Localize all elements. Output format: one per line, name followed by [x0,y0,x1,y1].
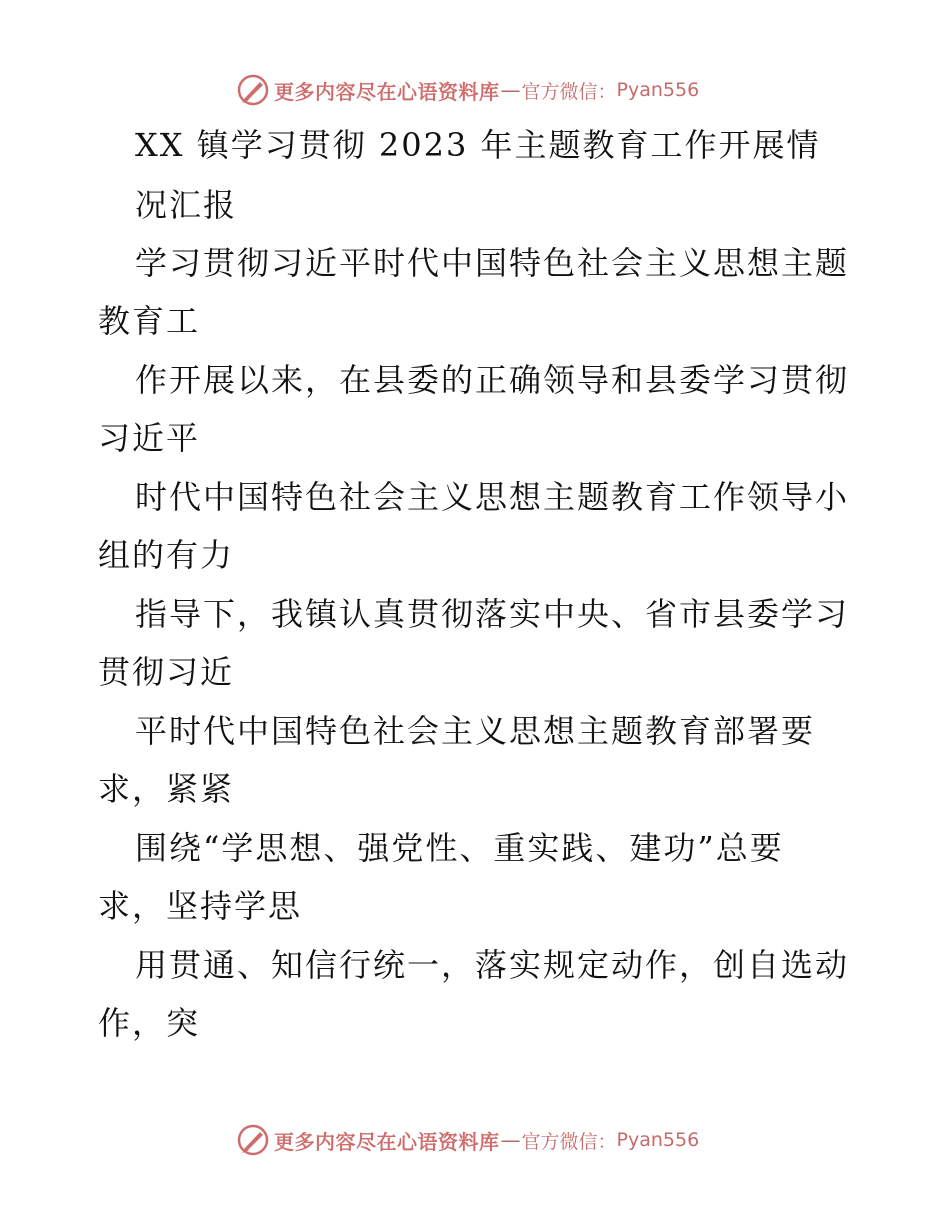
paragraph-line: 求，坚持学思 [98,887,303,925]
paragraph-line: 作，突 [98,1004,201,1042]
pen-logo-icon [236,1123,270,1157]
watermark-contact: 官方微信： [521,80,617,103]
paragraph-line: 作开展以来，在县委的正确领导和县委学习贯彻 [135,361,850,399]
paragraph-line: 时代中国特色社会主义思想主题教育工作领导小 [135,478,850,516]
watermark-text: 更多内容尽在心语资料库 [274,79,500,104]
watermark-contact: 官方微信： [521,1130,617,1153]
watermark-separator: — [500,78,521,102]
paragraph-line: 平时代中国特色社会主义思想主题教育部署要 [135,712,816,750]
header-watermark [236,72,699,108]
title-line-1: XX 镇学习贯彻 2023 年主题教育工作开展情 [135,126,821,164]
paragraph-line: 贯彻习近 [98,653,235,691]
paragraph-line: 组的有力 [98,536,235,574]
paragraph-line: 围绕“学思想、强党性、重实践、建功”总要 [135,829,784,867]
paragraph-line: 习近平 [98,419,201,457]
watermark-text: 更多内容尽在心语资料库 [274,1129,500,1154]
watermark-id: Pyan556 [616,1129,700,1151]
paragraph-line: 求，紧紧 [98,770,235,808]
paragraph-line: 指导下，我镇认真贯彻落实中央、省市县委学习 [135,595,850,633]
watermark-separator: — [500,1128,521,1152]
paragraph-line: 教育工 [98,302,201,340]
paragraph-line: 学习贯彻习近平时代中国特色社会主义思想主题 [135,244,850,282]
watermark-id: Pyan556 [616,79,700,101]
footer-watermark [236,1122,699,1158]
title-line-2: 况汇报 [135,186,238,224]
paragraph-line: 用贯通、知信行统一，落实规定动作，创自选动 [135,946,850,984]
pen-logo-icon [236,73,270,107]
